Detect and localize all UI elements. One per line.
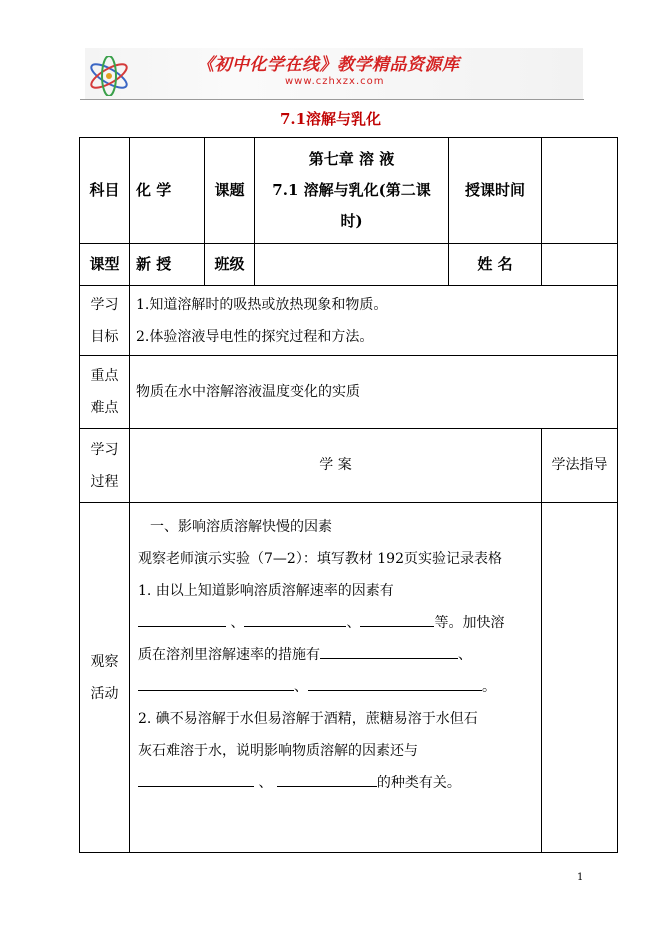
study-guide-header: 学法指导 xyxy=(542,429,618,503)
separator: 、 xyxy=(294,679,308,695)
answer-blank[interactable] xyxy=(360,611,434,627)
subject-label: 科目 xyxy=(80,138,130,244)
separator: 、 xyxy=(230,615,245,631)
experiment-intro: 观察老师演示实验（7—2）：填写教材 192页实验记录表格 xyxy=(138,551,502,567)
question-1-blanks-2 xyxy=(138,671,533,703)
teaching-time-label: 授课时间 xyxy=(449,138,542,244)
objective-item: 1.知道溶解时的吸热或放热现象和物质。 xyxy=(136,296,388,313)
objectives-content xyxy=(130,286,618,356)
activity-content xyxy=(130,503,542,853)
table-row xyxy=(80,356,618,429)
key-points-content: 物质在水中溶解溶液温度变化的实质 xyxy=(130,356,618,429)
question-text: 的种类有关。 xyxy=(376,775,461,791)
document-title: 7.1溶解与乳化 xyxy=(279,110,382,128)
topic-line: 时) xyxy=(340,212,363,230)
separator: 。 xyxy=(482,679,496,695)
topic-line: 第七章 溶 液 xyxy=(308,150,395,168)
table-row xyxy=(80,244,618,286)
label-line: 难点 xyxy=(90,400,119,416)
topic-label: 课题 xyxy=(205,138,255,244)
answer-blank[interactable] xyxy=(320,643,458,659)
question-2-blanks xyxy=(138,767,533,799)
separator: 、 xyxy=(258,775,273,791)
answer-blank[interactable] xyxy=(138,611,226,627)
name-value[interactable] xyxy=(542,244,618,286)
label-line: 学习 xyxy=(90,296,119,313)
question-2: 2. 碘不易溶解于水但易溶解于酒精，蔗糖易溶于水但石 xyxy=(138,711,478,727)
answer-blank[interactable] xyxy=(277,771,377,787)
banner-url[interactable]: www.czhxzx.com xyxy=(285,76,385,87)
separator: 、 xyxy=(458,647,472,663)
label-line: 重点 xyxy=(90,368,119,384)
question-2-line: 灰石难溶于水，说明影响物质溶解的因素还与 xyxy=(138,743,418,759)
section-heading: 一、影响溶质溶解快慢的因素 xyxy=(150,519,332,535)
class-value[interactable] xyxy=(255,244,449,286)
objective-item: 2.体验溶液导电性的探究过程和方法。 xyxy=(136,328,374,345)
lesson-type-value: 新 授 xyxy=(130,244,205,286)
teaching-time-value[interactable] xyxy=(542,138,618,244)
table-row xyxy=(80,429,618,503)
answer-blank[interactable] xyxy=(138,675,294,691)
study-plan-header: 学 案 xyxy=(130,429,542,503)
header-divider xyxy=(80,99,584,100)
label-line: 过程 xyxy=(90,473,119,490)
banner-title: 《初中化学在线》教学精品资源库 xyxy=(197,55,460,75)
topic-line: 7.1 溶解与乳化(第二课 xyxy=(272,181,431,199)
label-line: 活动 xyxy=(90,685,119,702)
question-text: 等。加快溶 xyxy=(434,615,505,631)
activity-label xyxy=(80,503,130,853)
question-1-blanks xyxy=(138,607,533,639)
answer-blank[interactable] xyxy=(138,771,254,787)
label-line: 观察 xyxy=(90,653,119,670)
answer-blank[interactable] xyxy=(244,611,346,627)
question-1-measures xyxy=(138,639,533,671)
table-row xyxy=(80,503,618,853)
atom-logo-icon xyxy=(86,56,132,96)
question-1: 1. 由以上知道影响溶质溶解速率的因素有 xyxy=(138,583,394,599)
process-label xyxy=(80,429,130,503)
lesson-plan-table xyxy=(79,137,618,853)
lesson-type-label: 课型 xyxy=(80,244,130,286)
question-text: 质在溶剂里溶解速率的措施有 xyxy=(138,647,320,663)
label-line: 目标 xyxy=(90,328,119,345)
separator: 、 xyxy=(346,615,361,631)
class-label: 班级 xyxy=(205,244,255,286)
label-line: 学习 xyxy=(90,441,119,458)
answer-blank[interactable] xyxy=(308,675,482,691)
table-row xyxy=(80,286,618,356)
name-label: 姓 名 xyxy=(449,244,542,286)
key-points-label xyxy=(80,356,130,429)
activity-guide-cell[interactable] xyxy=(542,503,618,853)
subject-value: 化 学 xyxy=(130,138,205,244)
table-row xyxy=(80,138,618,244)
page-number: 1 xyxy=(577,872,584,883)
objectives-label xyxy=(80,286,130,356)
topic-value xyxy=(255,138,449,244)
